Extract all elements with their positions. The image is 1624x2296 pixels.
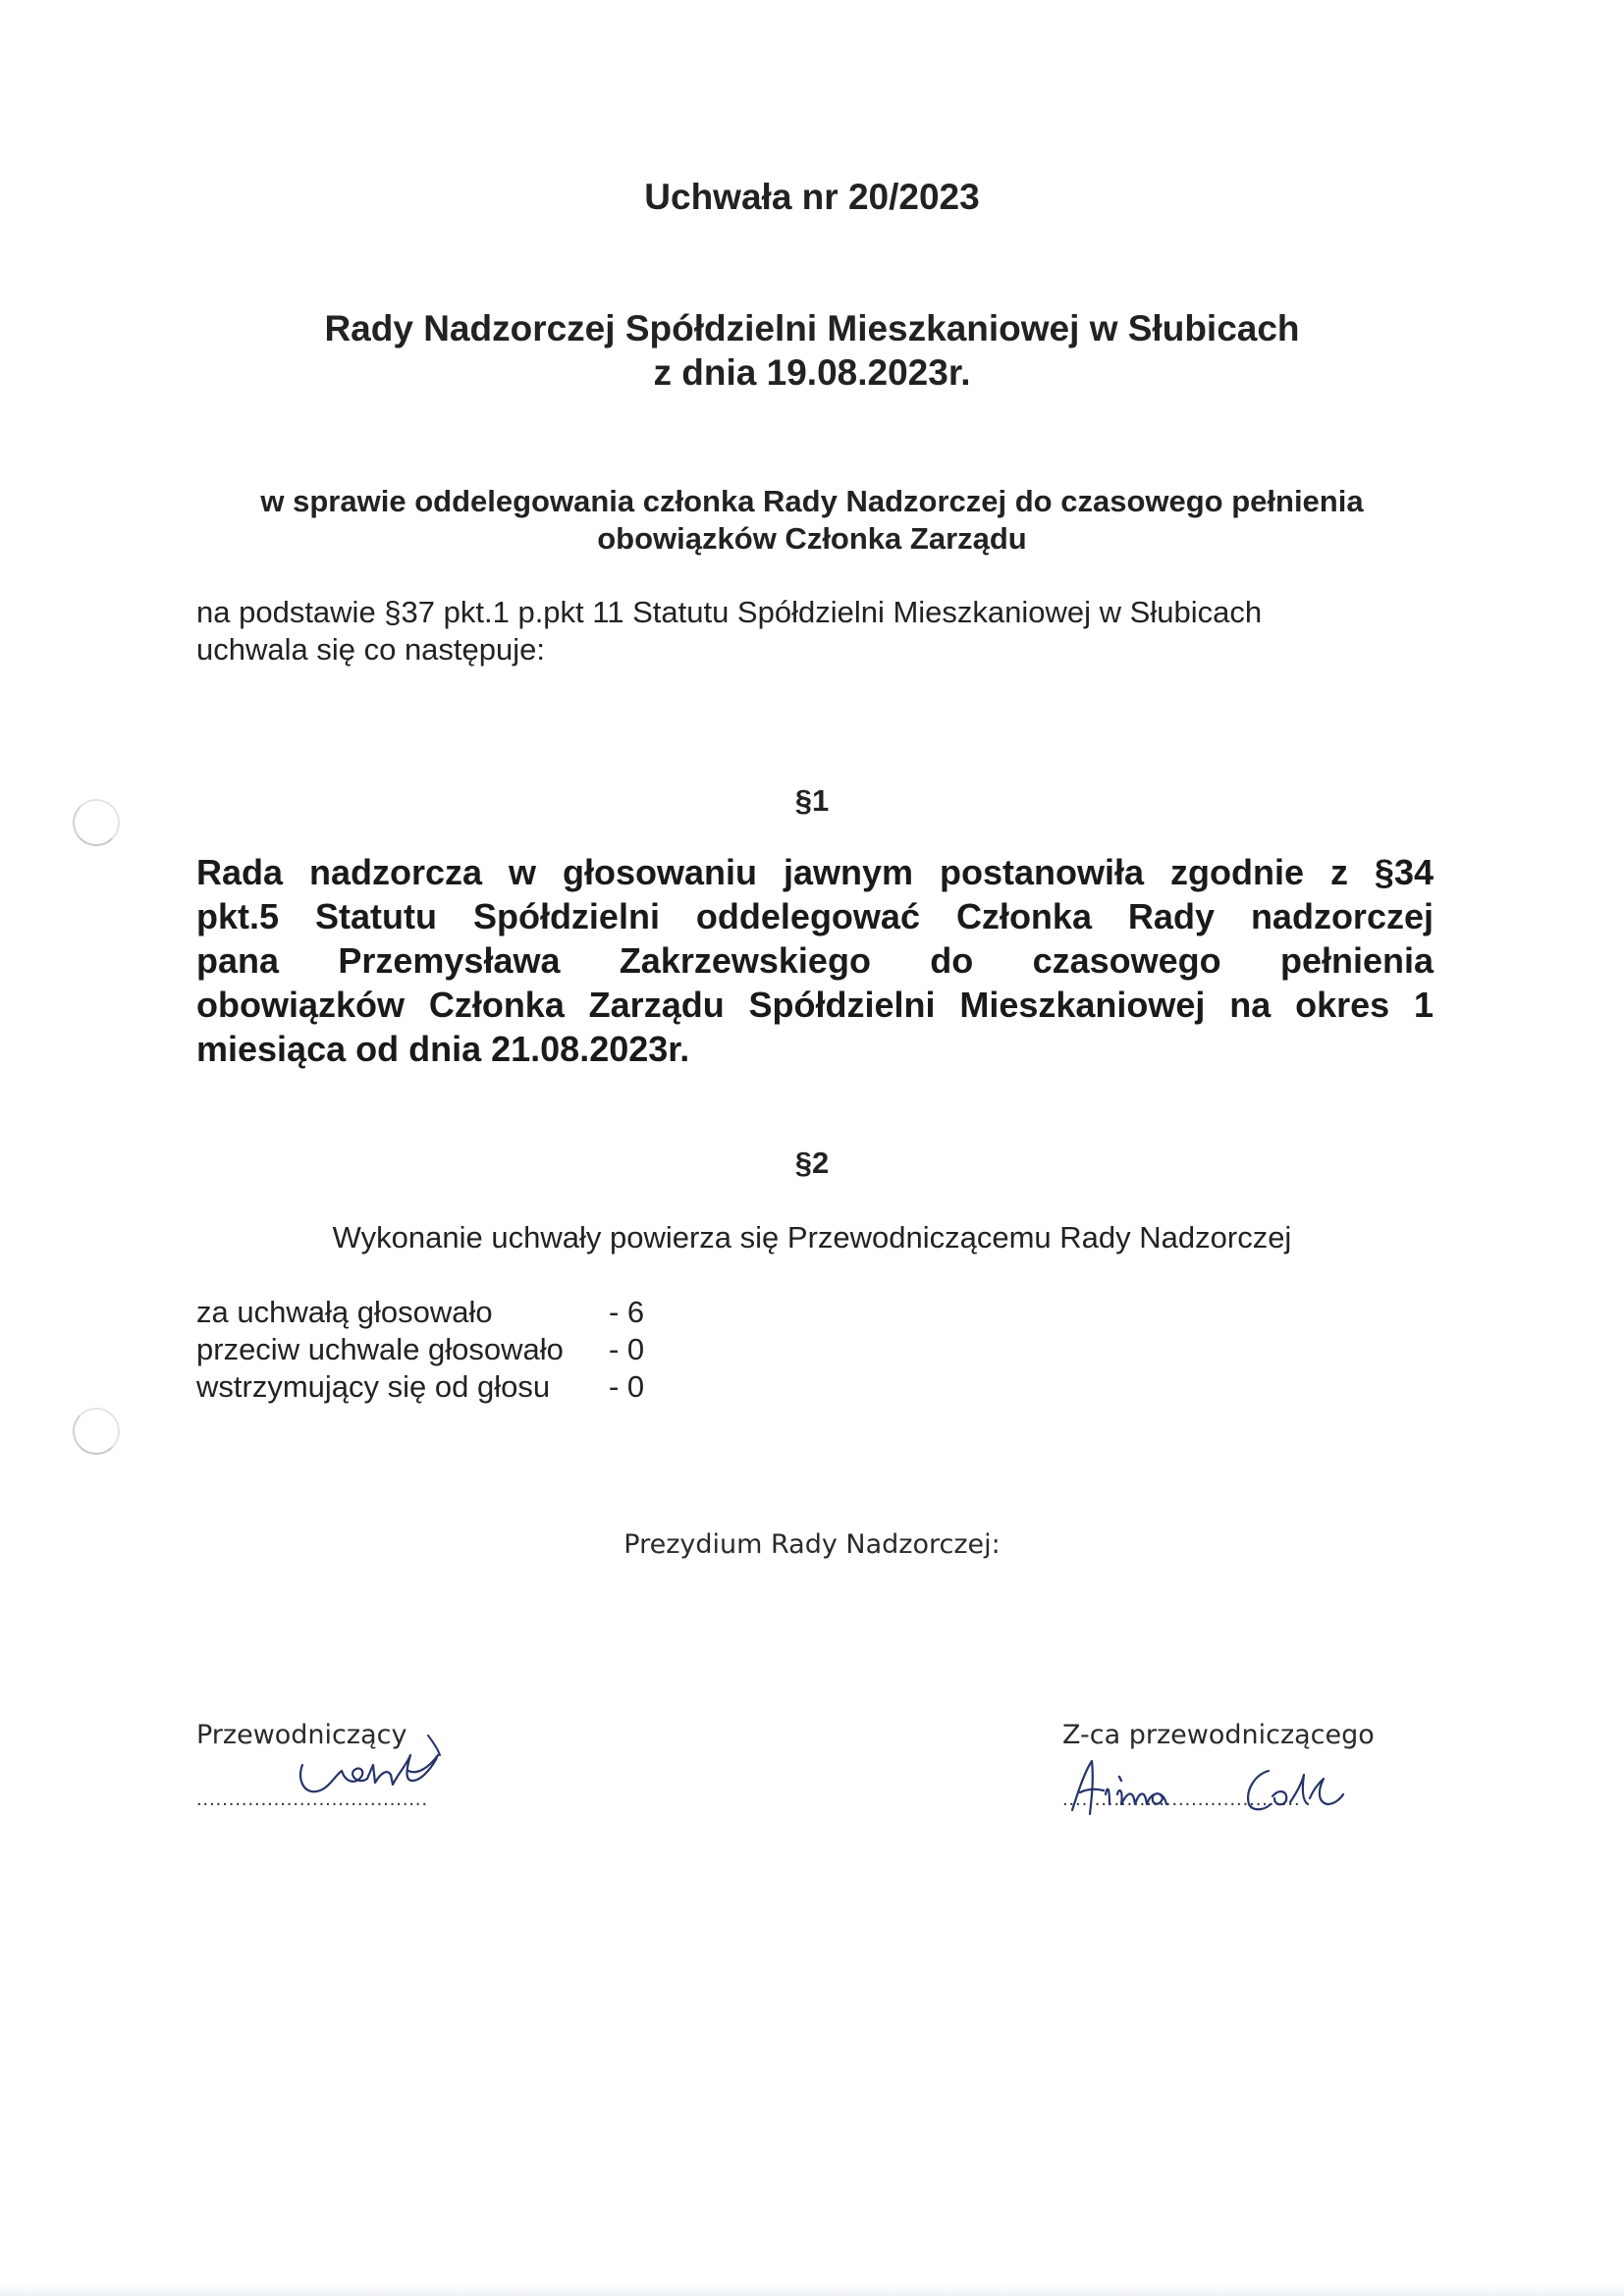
section-1-line: pana Przemysława Zakrzewskiego do czasowego pełnienia	[196, 940, 1434, 981]
vote-label: za uchwałą głosowało	[196, 1295, 493, 1329]
section-1-line: pkt.5 Statutu Spółdzielni oddelegować Członka Rady nadzorczej	[196, 896, 1434, 936]
council-header	[0, 306, 1624, 395]
deputy-chairman-label: Z-ca przewodniczącego	[1062, 1720, 1375, 1750]
section-2-text: Wykonanie uchwały powierza się Przewodniczącemu Rady Nadzorczej	[332, 1220, 1292, 1255]
vote-results	[196, 1294, 644, 1406]
scan-edge	[0, 2282, 1624, 2296]
vote-value: - 6	[609, 1295, 645, 1329]
vote-row-against	[196, 1331, 644, 1368]
legal-basis	[196, 594, 1473, 668]
council-name: Rady Nadzorczej Spółdzielni Mieszkaniowej w Słubicach	[324, 308, 1300, 348]
resolution-title: Uchwała nr 20/2023	[644, 177, 980, 217]
basis-line: na podstawie §37 pkt.1 p.pkt 11 Statutu Spółdzielni Mieszkaniowej w Słubicach	[196, 595, 1263, 629]
vote-label: przeciw uchwale głosowało	[196, 1332, 564, 1366]
subject-line: w sprawie oddelegowania członka Rady Nadzorczej do czasowego pełnienia	[260, 484, 1364, 518]
presidium-heading: Prezydium Rady Nadzorczej:	[623, 1529, 1001, 1560]
deputy-signature	[1062, 1749, 1386, 1828]
basis-line: uchwala się co następuje:	[196, 632, 546, 667]
vote-value: - 0	[609, 1332, 645, 1366]
subject-line: obowiązków Członka Zarządu	[597, 521, 1027, 556]
section-1-line: miesiąca od dnia 21.08.2023r.	[196, 1029, 690, 1069]
vote-row-for	[196, 1294, 644, 1331]
section-1-line: obowiązków Członka Zarządu Spółdzielni Mieszkaniowej na okres 1	[196, 985, 1434, 1025]
section-1-line: Rada nadzorcza w głosowaniu jawnym postanowiła zgodnie z §34	[196, 852, 1434, 892]
vote-value: - 0	[609, 1369, 645, 1404]
chairman-signature-line: ....................................	[196, 1789, 429, 1810]
deputy-signature-line: .....................................	[1062, 1789, 1301, 1810]
section-2-heading: §2	[794, 1146, 830, 1180]
resolution-subject	[0, 483, 1624, 558]
chairman-label: Przewodniczący	[196, 1720, 407, 1750]
vote-label: wstrzymujący się od głosu	[196, 1369, 551, 1404]
chairman-signature	[291, 1726, 458, 1804]
section-1-heading: §1	[794, 783, 830, 818]
resolution-date: z dnia 19.08.2023r.	[653, 352, 971, 393]
punch-hole-mark	[73, 1408, 120, 1455]
section-1-text	[196, 850, 1434, 1071]
vote-row-abstain	[196, 1368, 644, 1406]
